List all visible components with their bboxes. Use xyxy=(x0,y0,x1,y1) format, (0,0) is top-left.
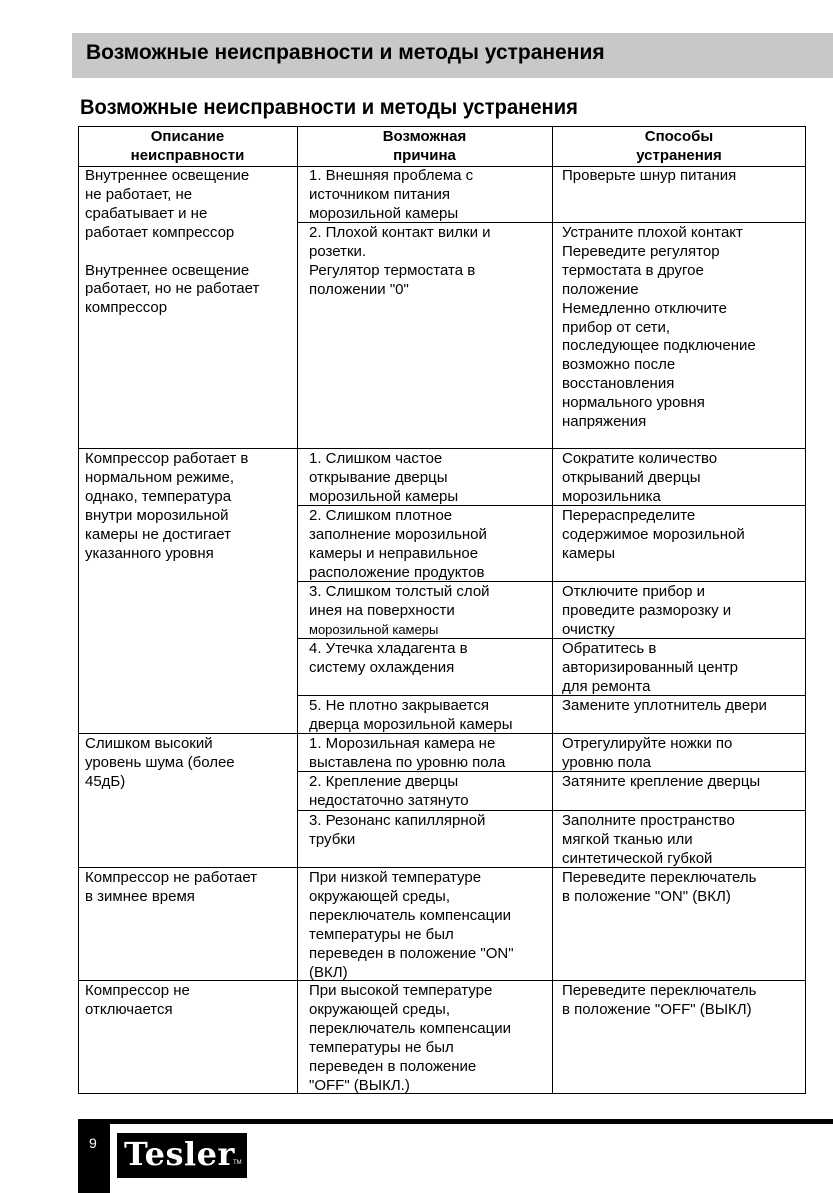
remedy-cell: Замените уплотнитель двери xyxy=(562,697,767,714)
page-number: 9 xyxy=(89,1135,97,1151)
description-cell: Компрессор не работает в зимнее время xyxy=(85,869,258,905)
trademark-mark: TM xyxy=(233,1160,242,1166)
remedy-cell: Переведите переключатель в положение "OFF" (ВЫКЛ) xyxy=(562,982,757,1018)
remedy-cell: Затяните крепление дверцы xyxy=(562,773,761,790)
description-cell: Внутреннее освещение не работает, не срабатывает и не работает компрессор Внутреннее освещение работает, но не работает компрессор xyxy=(85,167,260,317)
remedy-cell: Заполните пространство мягкой тканью или синтетической губкой xyxy=(562,812,735,867)
cause-cell: 2. Крепление дверцы недостаточно затянуто xyxy=(309,773,469,809)
remedy-cell: Отключите прибор и проведите разморозку и очистку xyxy=(562,583,732,638)
cause-cell: При высокой температуре окружающей среды, переключатель компенсации температуры не был переведен в положение "OFF" (ВЫКЛ.) xyxy=(309,982,511,1094)
header-remedy: Способы устранения xyxy=(636,128,722,164)
remedy-cell: Перераспределите содержимое морозильной камеры xyxy=(562,507,745,562)
section-title: Возможные неисправности и методы устранения xyxy=(80,96,578,119)
remedy-cell: Обратитесь в авторизированный центр для ремонта xyxy=(562,640,738,695)
footer-bar xyxy=(78,1119,833,1124)
page-header-title: Возможные неисправности и методы устранения xyxy=(86,41,605,64)
cause-cell: 3. Резонанс капиллярной трубки xyxy=(309,812,486,848)
cause-cell: 2. Слишком плотное заполнение морозильной камеры и неправильное расположение продуктов xyxy=(309,507,487,581)
column-divider xyxy=(552,126,553,1094)
remedy-cell: Проверьте шнур питания xyxy=(562,167,737,184)
cause-cell: При низкой температуре окружающей среды, переключатель компенсации температуры не был переведен в положение "ON" (ВКЛ) xyxy=(309,869,514,981)
remedy-cell: Переведите переключатель в положение "ON" (ВКЛ) xyxy=(562,869,757,905)
brand-logo-text: Tesler xyxy=(124,1135,235,1173)
description-cell: Компрессор не отключается xyxy=(85,982,190,1018)
cause-cell: 5. Не плотно закрывается дверца морозильной камеры xyxy=(309,697,513,733)
cause-cell-small: морозильной камеры xyxy=(309,622,439,637)
remedy-cell: Устраните плохой контакт Переведите регулятор термостата в другое положение Немедленно отключите прибор от сети, последующее подключение возможно после восстановления нормального уровня напряжения xyxy=(562,224,756,431)
header-cause: Возможная причина xyxy=(382,128,467,164)
cause-cell: 3. Слишком толстый слой инея на поверхности xyxy=(309,583,490,619)
remedy-cell: Отрегулируйте ножки по уровню пола xyxy=(562,735,733,771)
cause-cell: 1. Слишком частое открывание дверцы морозильной камеры xyxy=(309,450,459,505)
cause-cell: 2. Плохой контакт вилки и розетки. Регулятор термостата в положении "0" xyxy=(309,224,491,298)
cause-cell: 1. Внешняя проблема с источником питания морозильной камеры xyxy=(309,167,474,222)
row-divider xyxy=(78,448,806,449)
column-divider xyxy=(297,126,298,1094)
cause-cell: 4. Утечка хладагента в систему охлаждения xyxy=(309,640,468,676)
description-cell: Слишком высокий уровень шума (более 45дБ) xyxy=(85,735,235,790)
description-cell: Компрессор работает в нормальном режиме, однако, температура внутри морозильной камеры не достигает указанного уровня xyxy=(85,450,249,562)
header-description: Описание неисправности xyxy=(130,128,245,164)
cause-cell: 1. Морозильная камера не выставлена по уровню пола xyxy=(309,735,506,771)
remedy-cell: Сократите количество открываний дверцы морозильника xyxy=(562,450,718,505)
